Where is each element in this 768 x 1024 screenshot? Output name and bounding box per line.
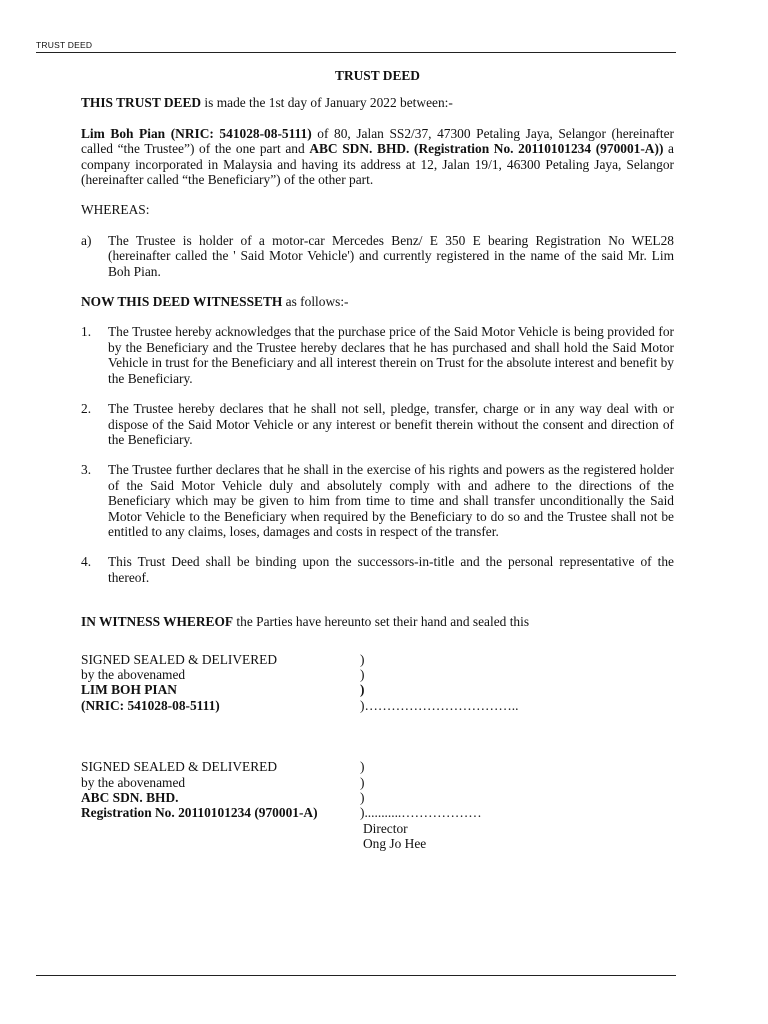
- whereas-item: [81, 233, 674, 279]
- clause-2: [81, 401, 674, 447]
- sig-bracket: ): [360, 790, 365, 805]
- sig-party-name: LIM BOH PIAN: [81, 682, 177, 698]
- clause-number: 2.: [81, 401, 92, 417]
- document-body: [81, 68, 674, 852]
- whereas-heading: WHEREAS:: [81, 202, 150, 218]
- trustee-details: of 80, Jalan SS2/37, 47300 Petaling Jaya, Selangor (hereinafter called “the Trustee”) of the one part and: [81, 125, 674, 157]
- sig-bracket: ): [360, 682, 365, 698]
- clause-1: [81, 324, 674, 386]
- spacer: [81, 600, 674, 614]
- clause-text: The Trustee further declares that he shall in the exercise of his rights and powers as the registered holder of the Said Motor Vehicle duly and absolutely comply with and adhere to the directions of the Beneficiary which may be given to him from time to time and shall transfer unconditionally the Said Motor Vehicle to the Beneficiary when required by the Beneficiary to do so and the Trustee shall not be entitled to any claims, loses, damages and costs in respect of the transfer.: [108, 462, 674, 539]
- sig-party-id: Registration No. 20110101234 (970001-A): [81, 805, 318, 821]
- clause-number: 3.: [81, 462, 92, 478]
- sig-bracket: ): [360, 759, 365, 775]
- item-text: The Trustee is holder of a motor-car Mercedes Benz/ E 350 E bearing Registration No WEL28 (hereinafter called the ' Said Motor Vehicle') and currently registered in the name of the said Mr. Lim Boh Pian.: [108, 232, 674, 279]
- sig-party-name: ABC SDN. BHD.: [81, 790, 179, 805]
- in-witness-paragraph: [81, 614, 674, 629]
- intro-bold: THIS TRUST DEED: [81, 95, 202, 111]
- signature-block-company: [81, 759, 674, 851]
- document-title: TRUST DEED: [335, 68, 420, 83]
- header-rule: [36, 52, 676, 53]
- in-witness-text: the Parties have hereunto set their hand and sealed this: [233, 614, 530, 630]
- signatory-role: Director: [363, 820, 408, 836]
- clause-text: This Trust Deed shall be binding upon the successors-in-title and the personal representative of the thereof.: [108, 554, 674, 585]
- witnesseth-paragraph: [81, 294, 674, 309]
- clause-number: 1.: [81, 324, 92, 340]
- beneficiary-name: ABC SDN. BHD. (Registration No. 20110101234 (970001-A)): [309, 141, 664, 157]
- sig-bracket: ): [360, 666, 365, 682]
- signature-block-trustee: [81, 652, 674, 714]
- sig-bracket: ): [360, 774, 365, 790]
- sig-label: by the abovenamed: [81, 666, 186, 682]
- clause-text: The Trustee hereby declares that he shall not sell, pledge, transfer, charge or in any way deal with or dispose of the Said Motor Vehicle or any interest or benefit therein without the consent and direction of the Beneficiary.: [108, 401, 674, 447]
- sig-label: by the abovenamed: [81, 774, 186, 790]
- sig-party-id: (NRIC: 541028-08-5111): [81, 697, 220, 713]
- sig-bracket: ): [360, 651, 365, 667]
- in-witness-bold: IN WITNESS WHEREOF: [81, 614, 234, 630]
- intro-paragraph: [81, 95, 674, 110]
- signatory-name: Ong Jo Hee: [363, 836, 427, 852]
- footer-rule: [36, 975, 676, 976]
- trustee-name: Lim Boh Pian (NRIC: 541028-08-5111): [81, 125, 312, 141]
- witnesseth-text: as follows:-: [282, 294, 349, 310]
- signature-line: )...........………………: [360, 805, 482, 821]
- intro-text: is made the 1st day of January 2022 between:-: [201, 95, 453, 111]
- signature-line: )……………………………..: [360, 697, 519, 713]
- sig-label: SIGNED SEALED & DELIVERED: [81, 759, 278, 775]
- clause-3: [81, 462, 674, 539]
- clause-4: [81, 554, 674, 585]
- running-header: TRUST DEED: [36, 40, 93, 50]
- beneficiary-details: a company incorporated in Malaysia and having its address at 12, Jalan 19/1, 46300 Petaling Jaya, Selangor (hereinafter called “the Beneficiary”) of the other part.: [81, 141, 674, 188]
- item-marker: a): [81, 232, 92, 248]
- clause-number: 4.: [81, 554, 92, 570]
- clause-text: The Trustee hereby acknowledges that the purchase price of the Said Motor Vehicle is being provided for by the Beneficiary and the Trustee hereby declares that he has purchased and shall hold the Said Motor Vehicle in trust for the Beneficiary and all interest therein on Trust for the absolute interest and benefit by the Beneficiary.: [108, 324, 674, 386]
- sig-label: SIGNED SEALED & DELIVERED: [81, 651, 278, 667]
- witnesseth-bold: NOW THIS DEED WITNESSETH: [81, 294, 283, 310]
- parties-paragraph: [81, 126, 674, 188]
- spacer: [81, 713, 674, 759]
